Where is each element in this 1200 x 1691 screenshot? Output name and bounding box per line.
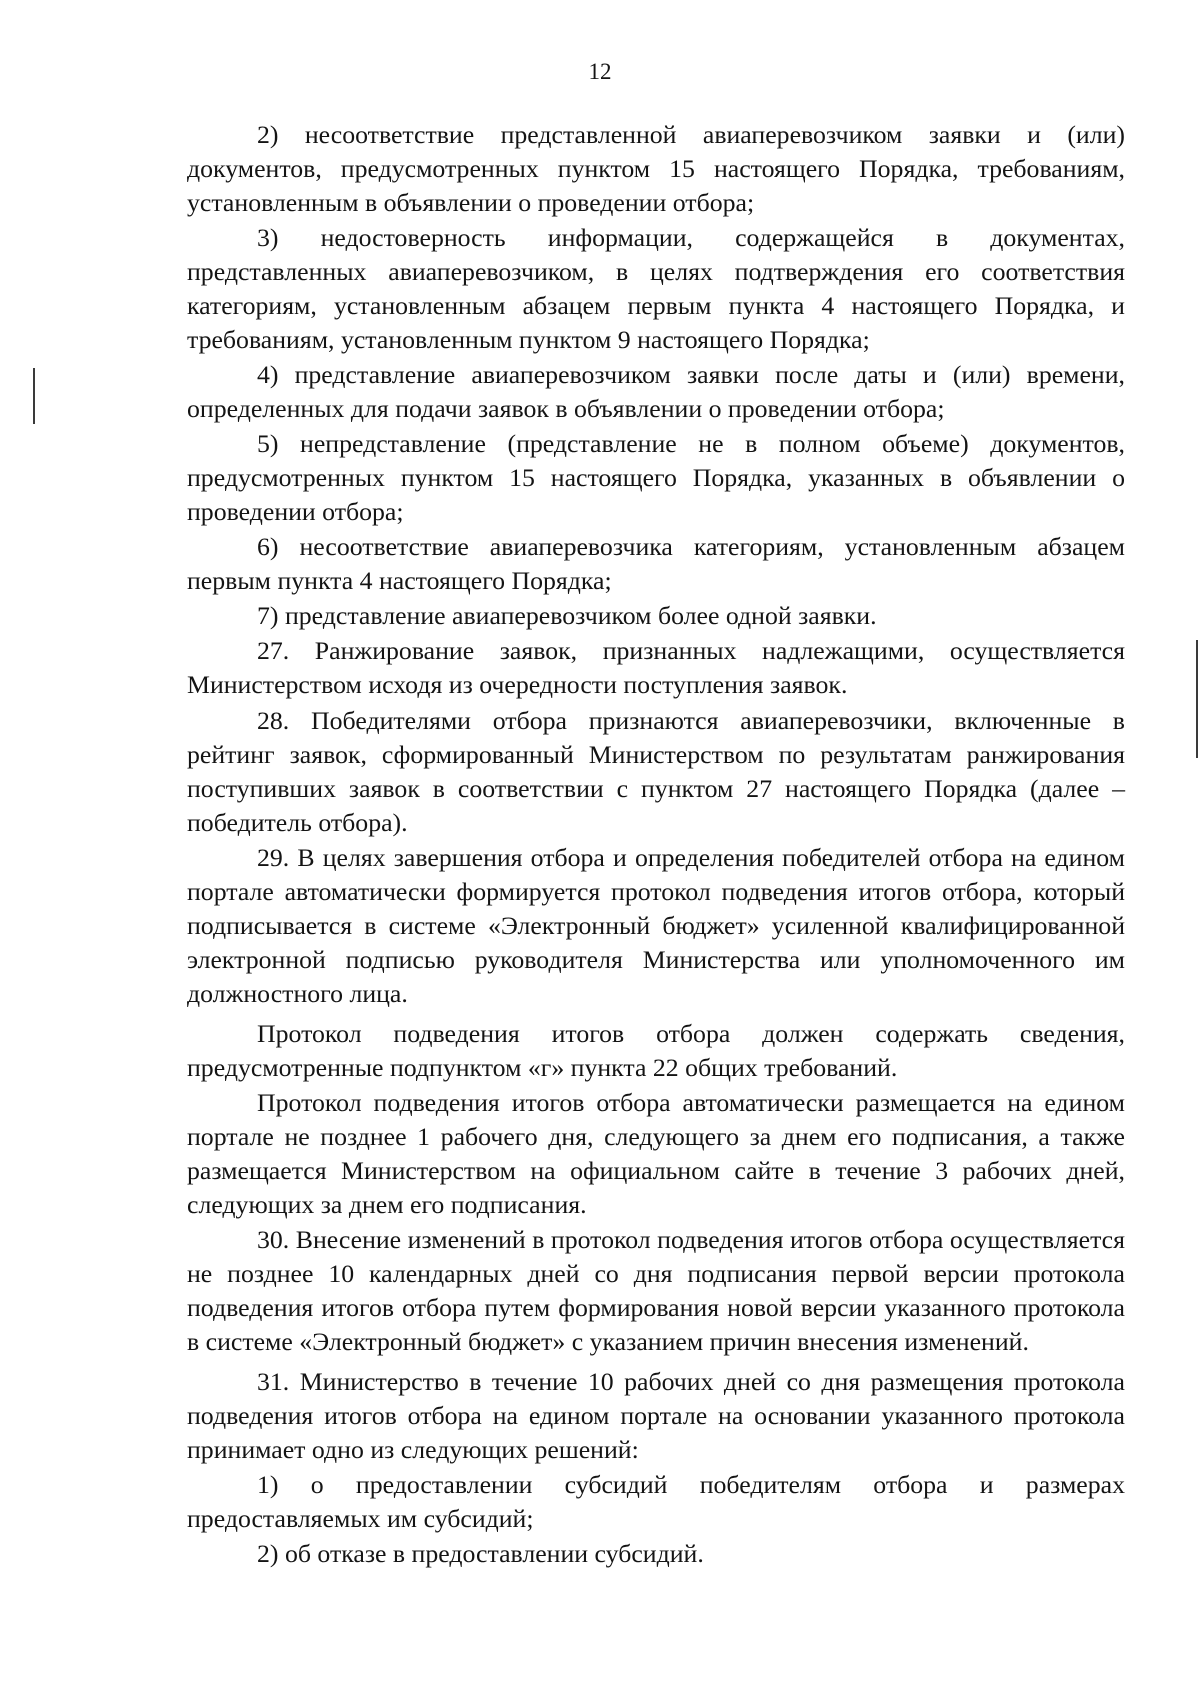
paragraph-protocol-publication: Протокол подведения итогов отбора автоматически размещается на едином портале не позднее 1 рабочего дня, следующего за днем его подписания, а также размещается Министерством на официальном сайте в течение 3 рабочих дней, следующих за днем его подписания. [187, 1088, 1125, 1219]
scan-edge-mark-left [33, 368, 35, 424]
paragraph-29: 29. В целях завершения отбора и определения победителей отбора на едином портале автоматически формируется протокол подведения итогов отбора, который подписывается в системе «Электронный бюджет» усиленной квалифицированной электронной подписью руководителя Министерства или уполномоченного им должностного лица. [187, 843, 1125, 1008]
paragraph-27: 27. Ранжирование заявок, признанных надлежащими, осуществляется Министерством исходя из очередности поступления заявок. [187, 636, 1125, 699]
paragraph-item-5: 5) непредставление (представление не в полном объеме) документов, предусмотренных пунктом 15 настоящего Порядка, указанных в объявлении о проведении отбора; [187, 429, 1125, 526]
paragraph-28: 28. Победителями отбора признаются авиаперевозчики, включенные в рейтинг заявок, сформированный Министерством по результатам ранжирования поступивших заявок в соответствии с пунктом 27 настоящего Порядка (далее – победитель отбора). [187, 706, 1125, 837]
paragraph-decision-1: 1) о предоставлении субсидий победителям отбора и размерах предоставляемых им субсидий; [187, 1470, 1125, 1533]
paragraph-item-6: 6) несоответствие авиаперевозчика категориям, установленным абзацем первым пункта 4 настоящего Порядка; [187, 532, 1125, 595]
document-body [187, 118, 1125, 1572]
paragraph-31: 31. Министерство в течение 10 рабочих дней со дня размещения протокола подведения итогов отбора на едином портале на основании указанного протокола принимает одно из следующих решений: [187, 1367, 1125, 1464]
paragraph-30: 30. Внесение изменений в протокол подведения итогов отбора осуществляется не позднее 10 календарных дней со дня подписания первой версии протокола подведения итогов отбора путем формирования новой версии указанного протокола в системе «Электронный бюджет» с указанием причин внесения изменений. [187, 1225, 1125, 1356]
page-number: 12 [588, 59, 612, 84]
scan-edge-mark-right [1196, 640, 1198, 758]
paragraph-decision-2: 2) об отказе в предоставлении субсидий. [257, 1539, 704, 1568]
paragraph-item-3: 3) недостоверность информации, содержащейся в документах, представленных авиаперевозчиком, в целях подтверждения его соответствия категориям, установленным абзацем первым пункта 4 настоящего Порядка, и требованиям, установленным пунктом 9 настоящего Порядка; [187, 223, 1125, 354]
paragraph-item-2: 2) несоответствие представленной авиаперевозчиком заявки и (или) документов, предусмотренных пунктом 15 настоящего Порядка, требованиям, установленным в объявлении о проведении отбора; [187, 120, 1125, 217]
paragraph-protocol-contents: Протокол подведения итогов отбора должен содержать сведения, предусмотренные подпунктом «г» пункта 22 общих требований. [187, 1019, 1125, 1082]
paragraph-item-4: 4) представление авиаперевозчиком заявки после даты и (или) времени, определенных для подачи заявок в объявлении о проведении отбора; [187, 360, 1125, 423]
paragraph-item-7: 7) представление авиаперевозчиком более одной заявки. [257, 601, 877, 630]
